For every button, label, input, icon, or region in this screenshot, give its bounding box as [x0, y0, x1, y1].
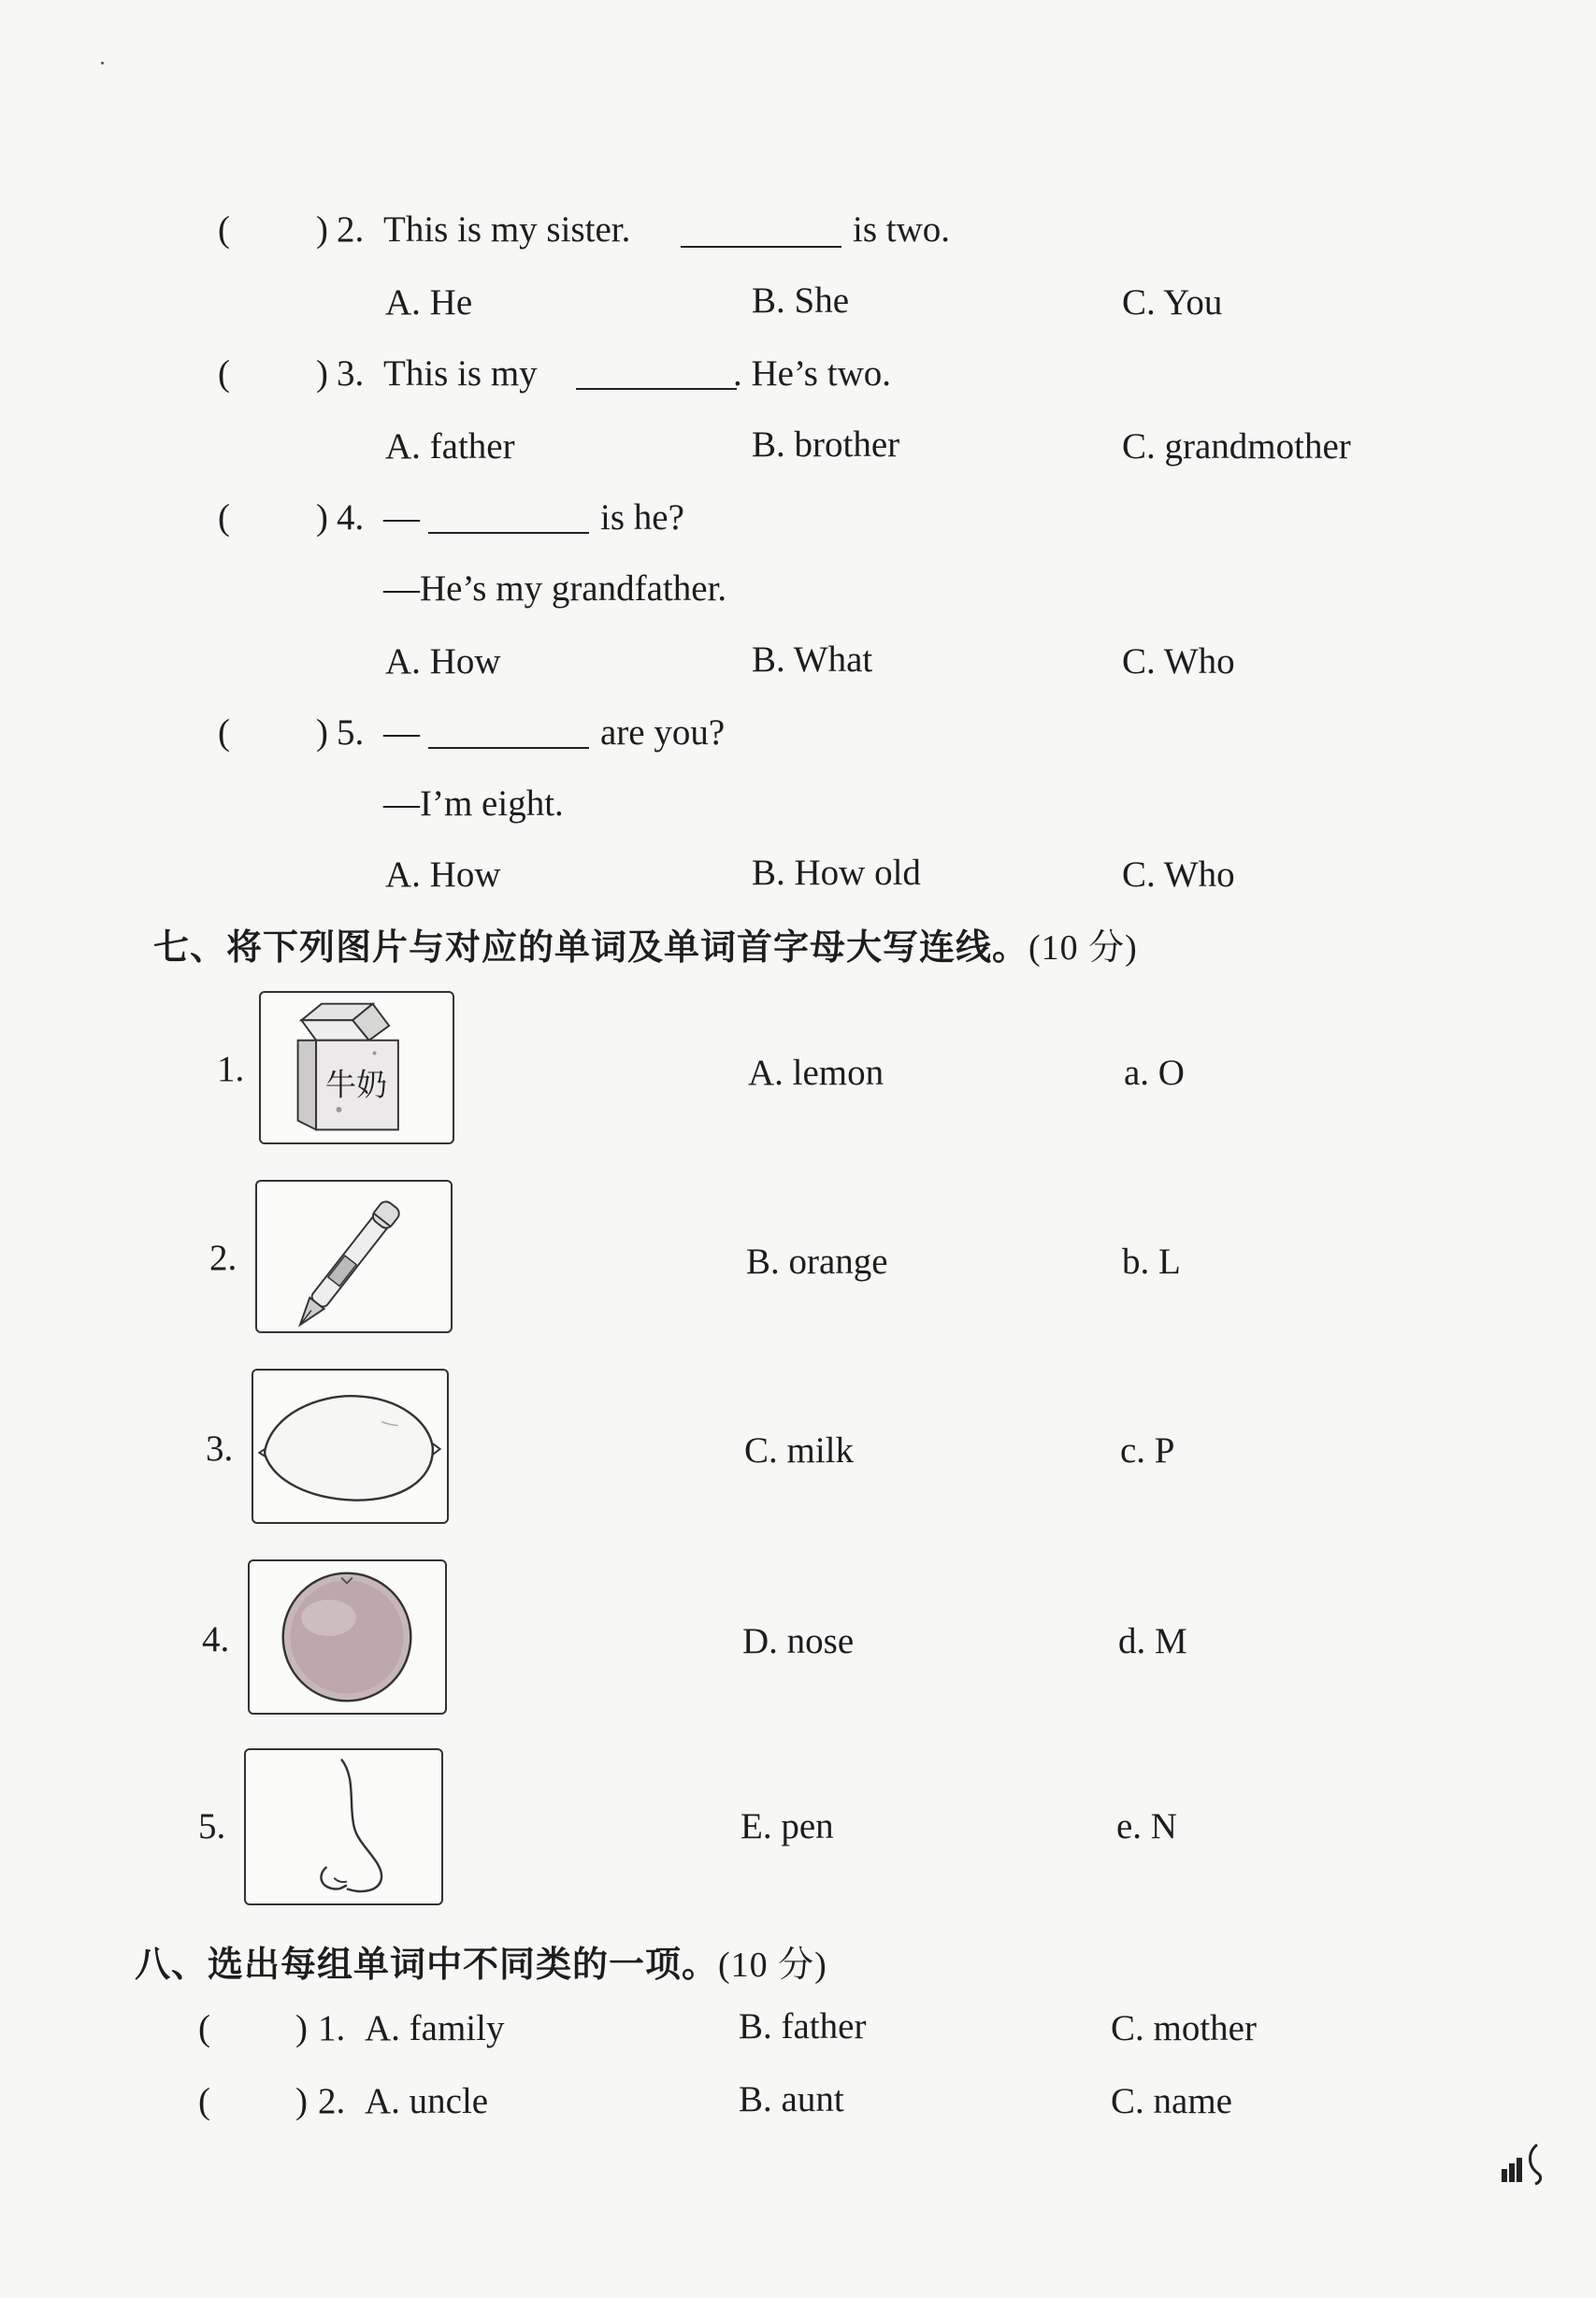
letter-option[interactable]: e. N — [1116, 1806, 1177, 1846]
section-title: 七、将下列图片与对应的单词及单词首字母大写连线。 — [153, 926, 1029, 968]
word-option[interactable]: D. nose — [742, 1621, 855, 1661]
question-stem: This is my sister. — [383, 209, 631, 250]
answer-paren-close: ) — [316, 209, 328, 250]
option-a: A. family — [365, 2008, 505, 2048]
option-c: C. You — [1122, 282, 1223, 323]
option-c: C. grandmother — [1122, 426, 1351, 467]
section-title: 八、选出每组单词中不同类的一项。 — [135, 1944, 719, 1985]
answer-paren-open: ( — [218, 209, 230, 250]
answer-blank[interactable] — [576, 387, 737, 390]
question-number: 5. — [337, 712, 365, 753]
answer-paren-close: ) — [295, 2081, 308, 2121]
letter-option[interactable]: a. O — [1124, 1053, 1185, 1093]
option-b: B. father — [739, 2006, 867, 2047]
reply-line: —He’s my grandfather. — [383, 568, 727, 609]
dash: — — [383, 497, 420, 538]
row-number: 2. — [209, 1238, 237, 1278]
option-c: C. mother — [1111, 2008, 1257, 2048]
section-score: (10 分) — [1028, 928, 1138, 968]
option-b: B. She — [752, 280, 850, 321]
carton-label: 牛奶 — [324, 1066, 388, 1103]
question-number: 3. — [337, 353, 365, 394]
question-stem-tail: . He’s two. — [733, 353, 891, 394]
answer-paren-close: ) — [316, 497, 328, 538]
picture-card-lemon[interactable] — [252, 1369, 449, 1524]
option-a: A. How — [385, 641, 501, 682]
question-stem: This is my — [383, 353, 538, 394]
option-b: B. aunt — [739, 2079, 844, 2119]
question-number: 1. — [318, 2008, 346, 2048]
option-c: C. Who — [1122, 641, 1235, 682]
question-number: 2. — [337, 209, 365, 250]
option-c: C. name — [1111, 2081, 1232, 2121]
answer-paren-close: ) — [316, 712, 328, 753]
pen-icon — [257, 1182, 451, 1331]
letter-option[interactable]: c. P — [1120, 1430, 1175, 1471]
answer-paren-open: ( — [218, 712, 230, 753]
word-option[interactable]: E. pen — [740, 1806, 834, 1846]
nose-icon — [246, 1750, 441, 1903]
option-a: A. How — [385, 855, 501, 895]
question-number: 4. — [337, 497, 365, 538]
answer-paren-open: ( — [198, 2008, 210, 2048]
answer-paren-open: ( — [218, 353, 230, 394]
letter-option[interactable]: b. L — [1122, 1242, 1181, 1282]
word-option[interactable]: C. milk — [744, 1430, 855, 1471]
reply-line: —I’m eight. — [383, 783, 564, 824]
section-7-heading — [153, 918, 1138, 969]
picture-card-orange[interactable] — [248, 1559, 447, 1715]
answer-paren-close: ) — [295, 2008, 308, 2048]
picture-card-nose[interactable] — [244, 1748, 443, 1905]
answer-paren-close: ) — [316, 353, 328, 394]
page-corner-mark — [1500, 2141, 1556, 2188]
answer-paren-open: ( — [218, 497, 230, 538]
picture-card-milk[interactable] — [259, 991, 454, 1144]
row-number: 3. — [206, 1429, 234, 1469]
signal-bars-icon — [1500, 2141, 1556, 2188]
lemon-icon — [253, 1371, 447, 1522]
answer-paren-open: ( — [198, 2081, 210, 2121]
question-stem-tail: are you? — [600, 712, 726, 753]
option-b: B. What — [752, 639, 873, 680]
row-number: 5. — [198, 1806, 226, 1846]
section-score: (10 分) — [718, 1946, 827, 1985]
milk-carton-icon — [261, 993, 453, 1142]
scan-speck — [101, 62, 104, 65]
word-option[interactable]: B. orange — [746, 1242, 888, 1282]
option-a: A. father — [385, 426, 515, 467]
letter-option[interactable]: d. M — [1118, 1621, 1187, 1661]
option-b: B. brother — [752, 424, 900, 465]
orange-icon — [250, 1561, 445, 1713]
option-b: B. How old — [752, 853, 921, 893]
answer-blank[interactable] — [681, 245, 841, 248]
option-a: A. uncle — [365, 2081, 489, 2121]
option-c: C. Who — [1122, 855, 1235, 895]
word-option[interactable]: A. lemon — [748, 1053, 884, 1093]
row-number: 4. — [202, 1619, 230, 1659]
answer-blank[interactable] — [428, 746, 589, 749]
option-a: A. He — [385, 282, 473, 323]
question-stem-tail: is two. — [853, 209, 951, 250]
section-8-heading — [135, 1935, 827, 1987]
question-number: 2. — [318, 2081, 346, 2121]
dash: — — [383, 712, 420, 753]
row-number: 1. — [217, 1049, 245, 1089]
question-stem-tail: is he? — [600, 497, 684, 538]
answer-blank[interactable] — [428, 531, 589, 534]
picture-card-pen[interactable] — [255, 1180, 453, 1333]
